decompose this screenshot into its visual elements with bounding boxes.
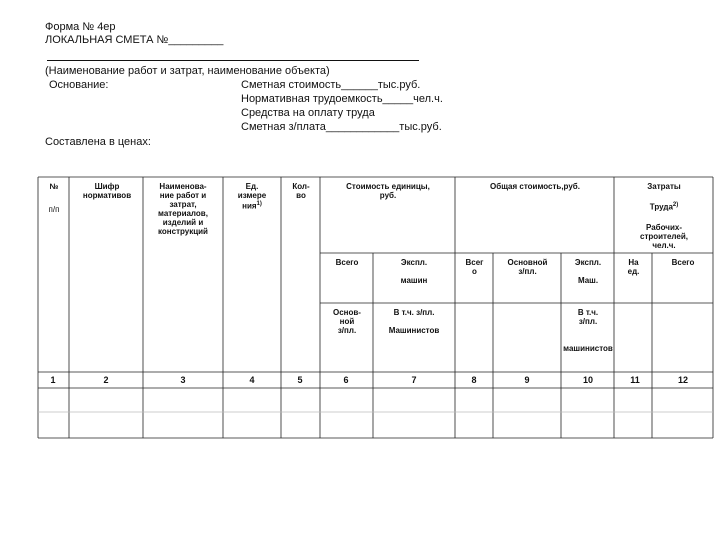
sub-total-3: Всего <box>671 258 695 267</box>
sub-basic-wage: Основной з/пл. <box>507 258 548 276</box>
col-unit-cost: Стоимость единицы, руб. <box>346 182 430 200</box>
col-code: Шифр нормативов <box>82 182 132 200</box>
col-num-3: 3 <box>180 375 186 385</box>
sub-total-2: Всег о <box>465 258 484 276</box>
col-num-4: 4 <box>249 375 255 385</box>
col-total-cost: Общая стоимость,руб. <box>490 182 580 191</box>
prices-label: Составлена в ценах: <box>45 136 151 148</box>
col-quantity: Кол- во <box>292 182 310 200</box>
col-name: Наименова- ние работ и затрат, материалов, изделий и конструкций <box>158 182 208 236</box>
col-num-11: 11 <box>630 375 640 385</box>
col-num-7: 7 <box>411 375 417 385</box>
col-pp: п/п <box>48 205 60 214</box>
sub-incl-wage-machinists-2: В т.ч. з/пл. машинистов <box>563 308 613 353</box>
col-num-2: 2 <box>103 375 109 385</box>
sub-incl-wage-machinists: В т.ч. з/пл. Машинистов <box>388 308 440 335</box>
labor-intensity-line: Нормативная трудоемкость_____чел.ч. <box>241 93 443 105</box>
col-num-12: 12 <box>677 375 688 385</box>
sub-exploit-machines: Экспл. машин <box>400 258 428 285</box>
col-labor: Труда$^{2)}$ <box>649 202 679 212</box>
col-unit: Ед. измере ния$^{1)}$ <box>237 182 267 211</box>
sub-basic: Основ- ной з/пл. <box>333 308 361 335</box>
col-num-9: 9 <box>524 375 530 385</box>
col-num-8: 8 <box>471 375 477 385</box>
estimated-cost-line: Сметная стоимость______тыс.руб. <box>241 79 421 91</box>
object-name-hint: (Наименование работ и затрат, наименование объекта) <box>45 65 330 77</box>
col-number: № <box>49 182 59 191</box>
sub-exploit-2: Экспл. Маш. <box>574 258 602 285</box>
col-costs: Затраты <box>647 182 681 191</box>
col-num-10: 10 <box>582 375 593 385</box>
col-workers: Рабочих- строителей, чел.ч. <box>640 223 688 250</box>
col-num-1: 1 <box>50 375 56 385</box>
sub-per-unit: На ед. <box>627 258 640 276</box>
basis-label: Основание: <box>49 79 109 91</box>
sub-total: Всего <box>335 258 359 267</box>
wage-funds-line: Средства на оплату труда <box>241 107 375 119</box>
col-num-6: 6 <box>343 375 349 385</box>
estimate-title: ЛОКАЛЬНАЯ СМЕТА №_________ <box>45 34 224 46</box>
estimated-wage-line: Сметная з/плата____________тыс.руб. <box>241 121 442 133</box>
form-number: Форма № 4ер <box>45 21 116 33</box>
col-num-5: 5 <box>297 375 303 385</box>
